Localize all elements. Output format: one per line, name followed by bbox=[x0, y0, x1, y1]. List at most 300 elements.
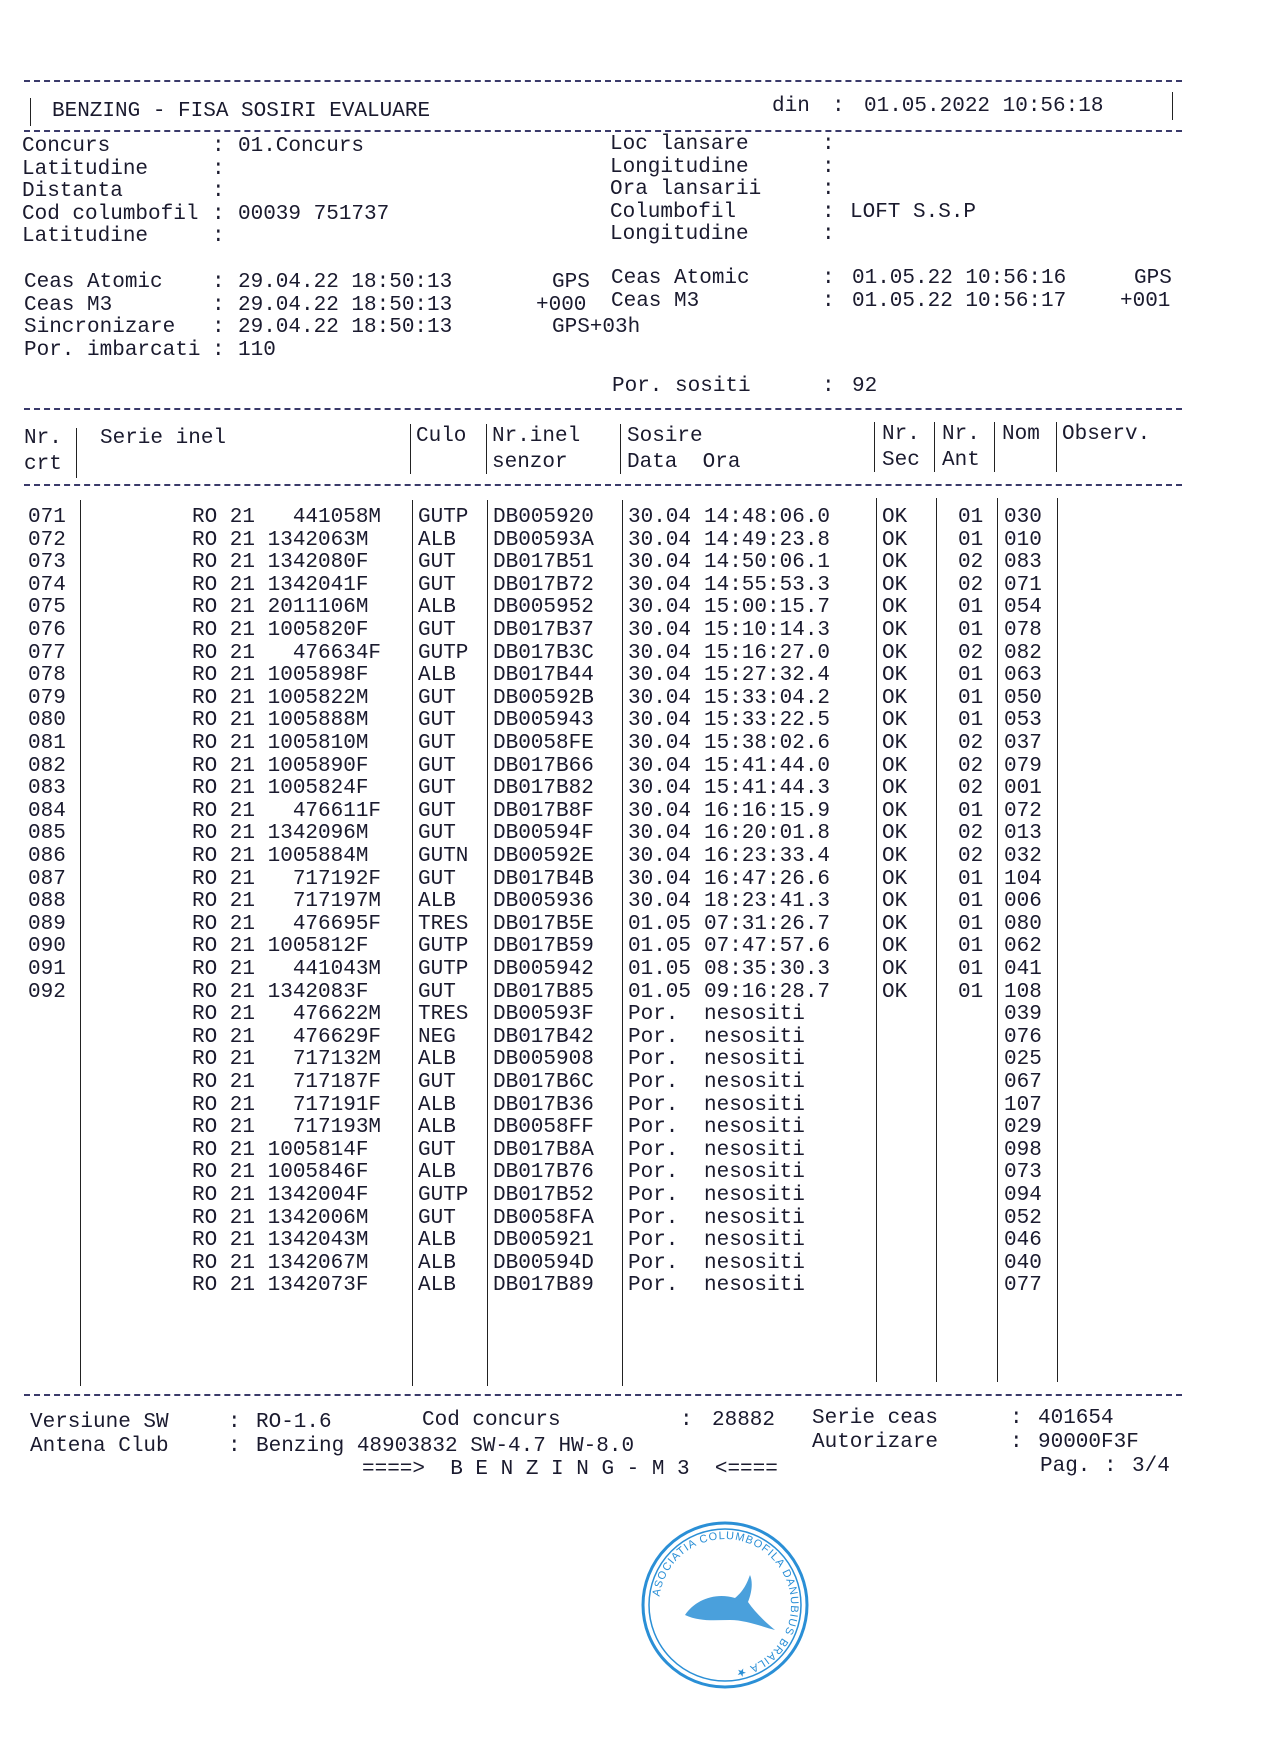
row-nr-sec: OK bbox=[882, 958, 908, 981]
row-sosire-ora: 15:27:32.4 bbox=[704, 664, 831, 688]
row-culo: GUT bbox=[418, 619, 456, 642]
date-colon: : bbox=[832, 95, 845, 118]
row-culo: GUT bbox=[418, 1138, 456, 1162]
row-nr-inel-senzor: DB017B4B bbox=[493, 867, 594, 891]
clock-value: 29.04.22 18:50:13 bbox=[238, 293, 453, 317]
row-sosire-data: Por. bbox=[628, 1093, 679, 1117]
row-nom: 013 bbox=[1004, 822, 1042, 846]
row-sosire-ora: 16:16:15.9 bbox=[704, 799, 831, 823]
row-culo: ALB bbox=[418, 1229, 456, 1253]
row-sosire-data: Por. bbox=[628, 1229, 679, 1253]
row-culo: GUT bbox=[418, 822, 456, 846]
row-nr-inel-senzor: DB017B89 bbox=[493, 1274, 594, 1298]
row-culo: ALB bbox=[418, 1274, 456, 1298]
info-label: Latitudine bbox=[22, 225, 149, 248]
colon: : bbox=[212, 316, 225, 339]
club-stamp bbox=[640, 1520, 810, 1690]
colon: : bbox=[228, 1411, 241, 1434]
table-row bbox=[0, 1184, 1276, 1208]
row-nr-crt: 082 bbox=[28, 754, 66, 778]
table-row bbox=[0, 958, 1276, 982]
row-culo: GUTP bbox=[418, 935, 469, 959]
row-sosire-ora: 15:33:22.5 bbox=[704, 709, 831, 733]
row-serie-inel: RO 21 1005812F bbox=[192, 935, 369, 959]
row-nr-ant: 02 bbox=[958, 641, 984, 665]
row-culo: GUT bbox=[418, 551, 456, 575]
row-nr-ant: 01 bbox=[958, 686, 984, 710]
row-culo: GUT bbox=[418, 732, 456, 755]
row-nr-inel-senzor: DB017B59 bbox=[493, 935, 594, 959]
row-nom: 039 bbox=[1004, 1003, 1042, 1027]
row-nr-inel-senzor: DB017B6C bbox=[493, 1071, 594, 1094]
col-nom: Nom bbox=[1002, 423, 1040, 446]
row-nr-ant: 02 bbox=[958, 845, 984, 868]
row-serie-inel: RO 21 1342041F bbox=[192, 573, 369, 597]
info-label: Columbofil bbox=[610, 200, 737, 224]
clock-label: Ceas M3 bbox=[611, 289, 700, 313]
table-row bbox=[0, 1003, 1276, 1027]
serie-ceas-value: 401654 bbox=[1038, 1407, 1114, 1430]
row-nom: 037 bbox=[1004, 732, 1042, 755]
row-sosire-ora: 15:41:44.0 bbox=[704, 754, 831, 778]
table-row bbox=[0, 664, 1276, 688]
row-nr-crt: 075 bbox=[28, 596, 66, 620]
row-nr-sec: OK bbox=[882, 799, 908, 823]
row-nr-crt: 074 bbox=[28, 573, 66, 597]
row-sosire-ora: nesositi bbox=[704, 1048, 805, 1072]
divider bbox=[30, 98, 31, 126]
divider bbox=[24, 484, 1182, 486]
table-row bbox=[0, 1094, 1276, 1118]
row-nr-inel-senzor: DB00594F bbox=[493, 822, 594, 846]
clock-suffix: GPS bbox=[552, 271, 590, 294]
autorizare-value: 90000F3F bbox=[1038, 1431, 1139, 1454]
divider bbox=[620, 424, 621, 474]
row-nr-crt: 083 bbox=[28, 777, 66, 801]
row-nr-inel-senzor: DB0058FA bbox=[493, 1206, 594, 1230]
row-nom: 050 bbox=[1004, 686, 1042, 710]
row-sosire-data: Por. bbox=[628, 1138, 679, 1162]
row-serie-inel: RO 21 717197M bbox=[192, 890, 382, 914]
row-culo: GUTN bbox=[418, 845, 469, 868]
row-nr-ant: 02 bbox=[958, 551, 984, 575]
table-row bbox=[0, 890, 1276, 914]
row-nom: 040 bbox=[1004, 1251, 1042, 1275]
col-observ: Observ. bbox=[1062, 423, 1151, 446]
page-title: BENZING - FISA SOSIRI EVALUARE bbox=[52, 100, 431, 123]
row-nr-ant: 02 bbox=[958, 754, 984, 778]
row-serie-inel: RO 21 1342096M bbox=[192, 822, 369, 846]
table-row bbox=[0, 529, 1276, 553]
info-label: Longitudine bbox=[610, 155, 749, 179]
row-nr-inel-senzor: DB017B8F bbox=[493, 799, 594, 823]
row-nr-sec: OK bbox=[882, 664, 908, 688]
row-culo: GUT bbox=[418, 799, 456, 823]
colon: : bbox=[212, 293, 225, 317]
row-sosire-data: Por. bbox=[628, 1025, 679, 1049]
table-row bbox=[0, 1229, 1276, 1253]
row-sosire-data: 01.05 bbox=[628, 935, 692, 959]
row-nr-sec: OK bbox=[882, 867, 908, 891]
table-row bbox=[0, 1026, 1276, 1050]
colon: : bbox=[212, 202, 225, 226]
clock-value: 01.05.22 10:56:17 bbox=[852, 289, 1067, 313]
row-sosire-data: 30.04 bbox=[628, 867, 692, 891]
row-serie-inel: RO 21 1342083F bbox=[192, 980, 369, 1004]
row-sosire-data: Por. bbox=[628, 1116, 679, 1140]
clock-value: 01.05.22 10:56:16 bbox=[852, 267, 1067, 290]
row-nr-inel-senzor: DB017B5E bbox=[493, 912, 594, 936]
row-nom: 104 bbox=[1004, 867, 1042, 891]
row-sosire-ora: 14:50:06.1 bbox=[704, 551, 831, 575]
colon: : bbox=[212, 271, 225, 294]
row-nr-sec: OK bbox=[882, 506, 908, 529]
row-nom: 010 bbox=[1004, 528, 1042, 552]
row-sosire-ora: 14:55:53.3 bbox=[704, 573, 831, 597]
row-serie-inel: RO 21 1342067M bbox=[192, 1251, 369, 1275]
table-row bbox=[0, 1161, 1276, 1185]
row-nr-inel-senzor: DB017B36 bbox=[493, 1093, 594, 1117]
row-nr-ant: 01 bbox=[958, 664, 984, 688]
row-nom: 046 bbox=[1004, 1229, 1042, 1253]
row-nr-inel-senzor: DB017B85 bbox=[493, 980, 594, 1004]
row-nr-crt: 073 bbox=[28, 551, 66, 575]
table-row bbox=[0, 1048, 1276, 1072]
row-serie-inel: RO 21 1342063M bbox=[192, 528, 369, 552]
row-sosire-data: 30.04 bbox=[628, 845, 692, 868]
clock-label: Sincronizare bbox=[24, 316, 176, 339]
row-serie-inel: RO 21 1342043M bbox=[192, 1229, 369, 1253]
row-nr-inel-senzor: DB00592B bbox=[493, 686, 594, 710]
row-culo: GUTP bbox=[418, 641, 469, 665]
page-label: Pag. bbox=[1040, 1455, 1091, 1478]
row-culo: GUTP bbox=[418, 506, 469, 529]
row-sosire-data: 30.04 bbox=[628, 799, 692, 823]
stamp-text: ASOCIATIA COLUMBOFILA DANUBIUS BRAILA ★ bbox=[650, 1529, 801, 1680]
row-sosire-ora: nesositi bbox=[704, 1161, 805, 1185]
row-sosire-ora: 16:47:26.6 bbox=[704, 867, 831, 891]
row-nr-ant: 01 bbox=[958, 912, 984, 936]
versiune-value: RO-1.6 bbox=[256, 1411, 332, 1434]
row-nr-sec: OK bbox=[882, 596, 908, 620]
clock-label: Por. sositi bbox=[612, 375, 751, 398]
table-row bbox=[0, 506, 1276, 530]
row-nr-ant: 01 bbox=[958, 596, 984, 620]
antena-label: Antena Club bbox=[30, 1435, 169, 1458]
row-nr-ant: 01 bbox=[958, 935, 984, 959]
row-nr-ant: 01 bbox=[958, 528, 984, 552]
divider bbox=[994, 422, 995, 472]
row-nr-sec: OK bbox=[882, 822, 908, 846]
colon: : bbox=[822, 178, 835, 201]
row-sosire-ora: nesositi bbox=[704, 1093, 805, 1117]
table-row bbox=[0, 619, 1276, 643]
row-nom: 053 bbox=[1004, 709, 1042, 733]
row-serie-inel: RO 21 476634F bbox=[192, 641, 382, 665]
colon: : bbox=[822, 267, 835, 290]
table-row bbox=[0, 1252, 1276, 1276]
colon: : bbox=[822, 155, 835, 179]
colon: : bbox=[822, 289, 835, 313]
row-sosire-data: Por. bbox=[628, 1184, 679, 1207]
row-serie-inel: RO 21 476611F bbox=[192, 799, 382, 823]
row-nr-ant: 01 bbox=[958, 506, 984, 529]
table-row bbox=[0, 1207, 1276, 1231]
divider bbox=[24, 408, 1182, 410]
col-nr-sec-2: Sec bbox=[882, 449, 920, 472]
row-nom: 030 bbox=[1004, 506, 1042, 529]
row-nr-inel-senzor: DB005921 bbox=[493, 1229, 594, 1253]
row-serie-inel: RO 21 1005824F bbox=[192, 777, 369, 801]
row-nr-ant: 01 bbox=[958, 980, 984, 1004]
row-sosire-ora: 15:33:04.2 bbox=[704, 686, 831, 710]
row-nr-ant: 01 bbox=[958, 799, 984, 823]
col-nr-crt-2: crt bbox=[24, 453, 62, 476]
row-nr-inel-senzor: DB017B52 bbox=[493, 1184, 594, 1207]
row-sosire-ora: 08:35:30.3 bbox=[704, 958, 831, 981]
row-nom: 077 bbox=[1004, 1274, 1042, 1298]
row-nr-sec: OK bbox=[882, 709, 908, 733]
row-nom: 094 bbox=[1004, 1184, 1042, 1207]
info-label: Cod columbofil bbox=[22, 202, 199, 226]
row-nr-inel-senzor: DB017B82 bbox=[493, 777, 594, 801]
colon: : bbox=[1010, 1407, 1023, 1430]
row-nom: 083 bbox=[1004, 551, 1042, 575]
clock-suffix: GPS+03h bbox=[552, 316, 641, 339]
row-sosire-ora: 14:48:06.0 bbox=[704, 506, 831, 529]
row-nom: 006 bbox=[1004, 890, 1042, 914]
row-serie-inel: RO 21 476695F bbox=[192, 912, 382, 936]
row-serie-inel: RO 21 1005890F bbox=[192, 754, 369, 778]
info-label: Latitudine bbox=[22, 157, 149, 181]
row-nr-inel-senzor: DB017B42 bbox=[493, 1025, 594, 1049]
row-serie-inel: RO 21 1005810M bbox=[192, 732, 369, 755]
row-serie-inel: RO 21 1005884M bbox=[192, 845, 369, 868]
row-nr-crt: 091 bbox=[28, 958, 66, 981]
table-row bbox=[0, 1071, 1276, 1095]
divider bbox=[24, 1394, 1182, 1396]
row-sosire-ora: nesositi bbox=[704, 1025, 805, 1049]
row-nr-inel-senzor: DB005952 bbox=[493, 596, 594, 620]
colon: : bbox=[228, 1435, 241, 1458]
row-nr-crt: 076 bbox=[28, 619, 66, 642]
row-serie-inel: RO 21 1342080F bbox=[192, 551, 369, 575]
row-culo: GUT bbox=[418, 777, 456, 801]
row-nr-sec: OK bbox=[882, 777, 908, 801]
row-sosire-ora: nesositi bbox=[704, 1003, 805, 1027]
row-sosire-ora: nesositi bbox=[704, 1251, 805, 1275]
colon: : bbox=[822, 133, 835, 156]
table-row bbox=[0, 551, 1276, 575]
row-nr-sec: OK bbox=[882, 980, 908, 1004]
info-value: 00039 751737 bbox=[238, 202, 390, 226]
row-nr-ant: 02 bbox=[958, 777, 984, 801]
table-row bbox=[0, 935, 1276, 959]
row-culo: ALB bbox=[418, 890, 456, 914]
row-culo: ALB bbox=[418, 596, 456, 620]
row-sosire-ora: 07:47:57.6 bbox=[704, 935, 831, 959]
row-culo: GUT bbox=[418, 686, 456, 710]
row-nr-inel-senzor: DB005920 bbox=[493, 506, 594, 529]
row-nr-ant: 01 bbox=[958, 709, 984, 733]
row-nr-inel-senzor: DB017B66 bbox=[493, 754, 594, 778]
clock-suffix: GPS bbox=[1134, 267, 1172, 290]
clock-value: 29.04.22 18:50:13 bbox=[238, 316, 453, 339]
row-nom: 062 bbox=[1004, 935, 1042, 959]
row-nr-inel-senzor: DB0058FE bbox=[493, 732, 594, 755]
table-row bbox=[0, 1274, 1276, 1298]
col-serie-inel: Serie inel bbox=[100, 427, 227, 450]
clock-label: Ceas Atomic bbox=[611, 267, 750, 290]
row-nr-inel-senzor: DB005943 bbox=[493, 709, 594, 733]
divider bbox=[934, 422, 935, 472]
row-nr-crt: 071 bbox=[28, 506, 66, 529]
row-serie-inel: RO 21 1005846F bbox=[192, 1161, 369, 1185]
clock-value: 110 bbox=[238, 338, 276, 362]
row-nr-inel-senzor: DB005942 bbox=[493, 958, 594, 981]
table-row bbox=[0, 800, 1276, 824]
row-sosire-ora: nesositi bbox=[704, 1071, 805, 1094]
info-label: Concurs bbox=[22, 135, 111, 158]
cod-concurs-label: Cod concurs bbox=[422, 1409, 561, 1432]
info-label: Longitudine bbox=[610, 223, 749, 246]
colon: : bbox=[212, 180, 225, 203]
table-row bbox=[0, 822, 1276, 846]
row-nr-sec: OK bbox=[882, 845, 908, 868]
colon: : bbox=[822, 223, 835, 246]
row-serie-inel: RO 21 717187F bbox=[192, 1071, 382, 1094]
table-row bbox=[0, 868, 1276, 892]
table-row bbox=[0, 1139, 1276, 1163]
row-nom: 063 bbox=[1004, 664, 1042, 688]
row-sosire-data: 30.04 bbox=[628, 732, 692, 755]
row-sosire-ora: 15:38:02.6 bbox=[704, 732, 831, 755]
clock-label: Por. imbarcati bbox=[24, 338, 201, 362]
row-serie-inel: RO 21 717193M bbox=[192, 1116, 382, 1140]
row-sosire-data: Por. bbox=[628, 1206, 679, 1230]
row-sosire-data: 01.05 bbox=[628, 958, 692, 981]
col-sosire-2: Data Ora bbox=[627, 451, 741, 474]
row-nom: 054 bbox=[1004, 596, 1042, 620]
row-nr-inel-senzor: DB017B51 bbox=[493, 551, 594, 575]
row-sosire-ora: 15:00:15.7 bbox=[704, 596, 831, 620]
clock-label: Ceas Atomic bbox=[24, 271, 163, 294]
divider bbox=[1172, 92, 1173, 120]
row-sosire-ora: 14:49:23.8 bbox=[704, 528, 831, 552]
row-sosire-data: 01.05 bbox=[628, 912, 692, 936]
row-sosire-data: 30.04 bbox=[628, 822, 692, 846]
divider bbox=[874, 422, 875, 472]
row-sosire-ora: nesositi bbox=[704, 1274, 805, 1298]
row-sosire-ora: 15:16:27.0 bbox=[704, 641, 831, 665]
row-nr-inel-senzor: DB005908 bbox=[493, 1048, 594, 1072]
row-nr-crt: 092 bbox=[28, 980, 66, 1004]
row-culo: GUT bbox=[418, 980, 456, 1004]
row-nom: 001 bbox=[1004, 777, 1042, 801]
row-nr-sec: OK bbox=[882, 754, 908, 778]
row-nr-crt: 085 bbox=[28, 822, 66, 846]
row-sosire-ora: 16:20:01.8 bbox=[704, 822, 831, 846]
row-nom: 029 bbox=[1004, 1116, 1042, 1140]
row-serie-inel: RO 21 441043M bbox=[192, 958, 382, 981]
colon: : bbox=[1104, 1455, 1117, 1478]
row-nom: 079 bbox=[1004, 754, 1042, 778]
clock-label: Ceas M3 bbox=[24, 293, 113, 317]
row-nr-crt: 080 bbox=[28, 709, 66, 733]
row-culo: ALB bbox=[418, 1161, 456, 1185]
col-nr-crt-1: Nr. bbox=[24, 427, 62, 450]
row-sosire-data: 30.04 bbox=[628, 890, 692, 914]
row-nom: 032 bbox=[1004, 845, 1042, 868]
row-sosire-data: 30.04 bbox=[628, 686, 692, 710]
row-nr-sec: OK bbox=[882, 573, 908, 597]
colon: : bbox=[212, 225, 225, 248]
table-row bbox=[0, 755, 1276, 779]
row-nr-inel-senzor: DB017B37 bbox=[493, 619, 594, 642]
col-nr-inel-1: Nr.inel bbox=[492, 425, 581, 448]
row-serie-inel: RO 21 476629F bbox=[192, 1025, 382, 1049]
row-sosire-ora: nesositi bbox=[704, 1229, 805, 1253]
row-culo: GUT bbox=[418, 573, 456, 597]
row-nr-inel-senzor: DB017B8A bbox=[493, 1138, 594, 1162]
report-date: 01.05.2022 10:56:18 bbox=[864, 95, 1104, 118]
table-row bbox=[0, 687, 1276, 711]
colon: : bbox=[212, 338, 225, 362]
row-culo: ALB bbox=[418, 664, 456, 688]
table-row bbox=[0, 913, 1276, 937]
divider bbox=[24, 80, 1182, 82]
colon: : bbox=[822, 375, 835, 398]
antena-value: Benzing 48903832 SW-4.7 HW-8.0 bbox=[256, 1435, 635, 1458]
row-nr-inel-senzor: DB00592E bbox=[493, 845, 594, 868]
divider bbox=[76, 428, 77, 478]
row-culo: GUTP bbox=[418, 958, 469, 981]
row-nr-inel-senzor: DB00593A bbox=[493, 528, 594, 552]
table-row bbox=[0, 574, 1276, 598]
row-sosire-data: 30.04 bbox=[628, 596, 692, 620]
row-nr-crt: 078 bbox=[28, 664, 66, 688]
row-nr-ant: 02 bbox=[958, 822, 984, 846]
row-nr-ant: 01 bbox=[958, 958, 984, 981]
row-nr-inel-senzor: DB017B76 bbox=[493, 1161, 594, 1185]
table-row bbox=[0, 1116, 1276, 1140]
serie-ceas-label: Serie ceas bbox=[812, 1407, 939, 1430]
col-sosire-1: Sosire bbox=[627, 425, 703, 448]
page-number: 3/4 bbox=[1132, 1455, 1170, 1478]
row-nr-sec: OK bbox=[882, 935, 908, 959]
table-row bbox=[0, 732, 1276, 756]
row-nr-inel-senzor: DB0058FF bbox=[493, 1116, 594, 1140]
row-serie-inel: RO 21 1342006M bbox=[192, 1206, 369, 1230]
row-nom: 072 bbox=[1004, 799, 1042, 823]
row-sosire-data: Por. bbox=[628, 1071, 679, 1094]
row-culo: NEG bbox=[418, 1025, 456, 1049]
row-sosire-data: 30.04 bbox=[628, 506, 692, 529]
table-row bbox=[0, 981, 1276, 1005]
benzing-banner: ====> B E N Z I N G - M 3 <==== bbox=[362, 1458, 778, 1481]
col-nr-sec-1: Nr. bbox=[882, 423, 920, 446]
row-sosire-data: 30.04 bbox=[628, 664, 692, 688]
row-nr-sec: OK bbox=[882, 641, 908, 665]
col-nr-ant-1: Nr. bbox=[942, 423, 980, 446]
row-nom: 071 bbox=[1004, 573, 1042, 597]
row-nom: 080 bbox=[1004, 912, 1042, 936]
row-nr-crt: 077 bbox=[28, 641, 66, 665]
row-nom: 082 bbox=[1004, 641, 1042, 665]
row-culo: TRES bbox=[418, 912, 469, 936]
row-culo: ALB bbox=[418, 1251, 456, 1275]
row-nom: 107 bbox=[1004, 1093, 1042, 1117]
